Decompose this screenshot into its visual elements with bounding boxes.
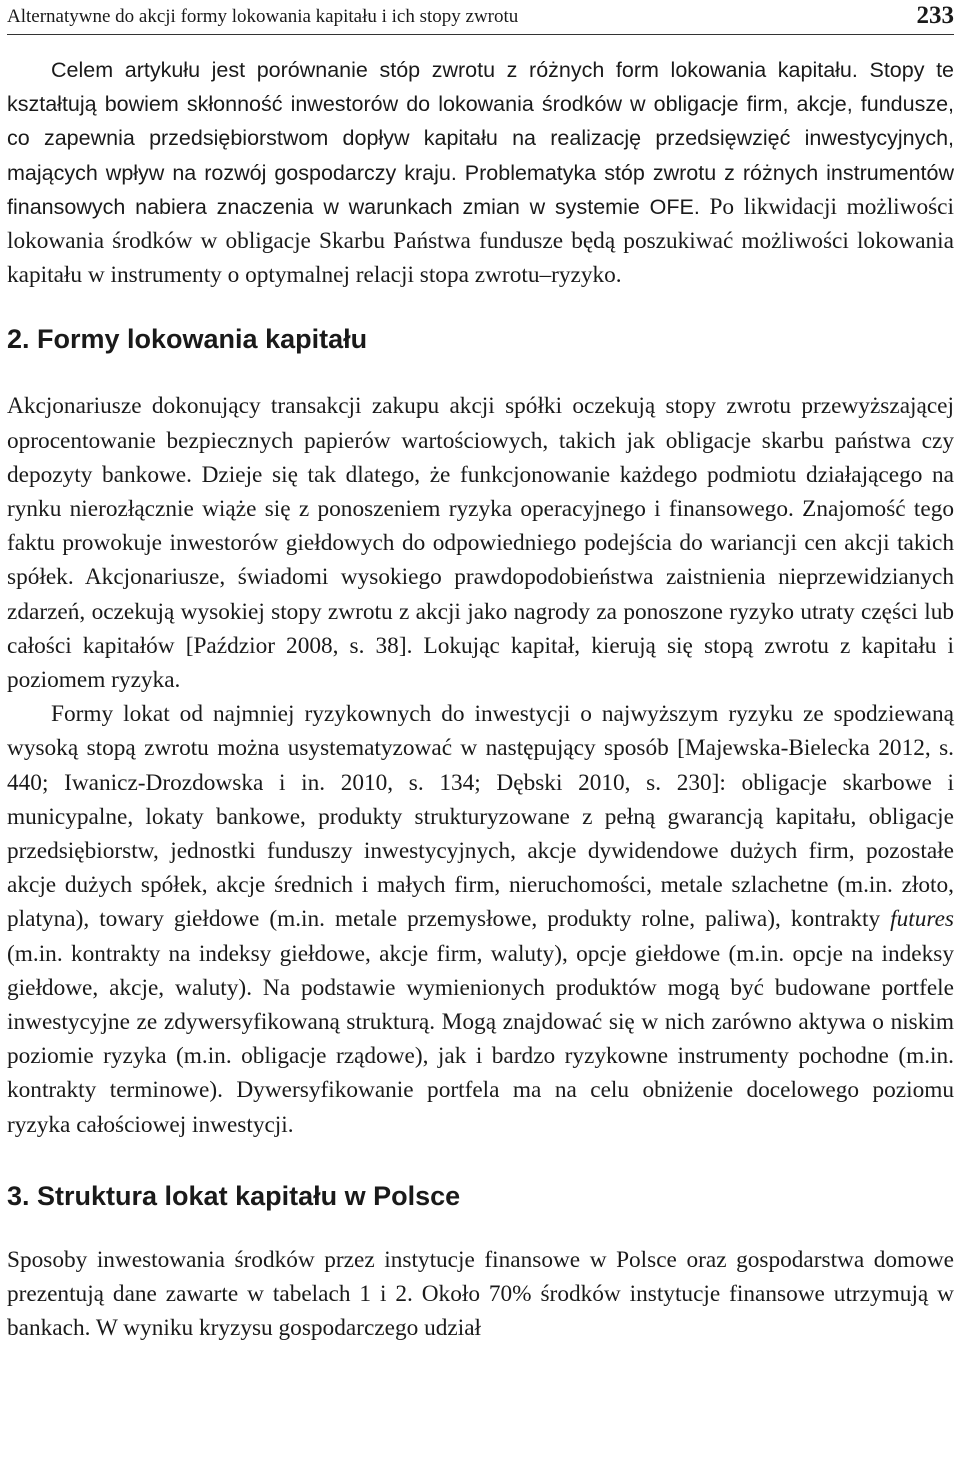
section2-paragraph-2 xyxy=(7,697,954,1142)
section2-p2-text-b: (m.in. kontrakty na indeksy giełdowe, akcje firm, waluty), opcje giełdowe (m.in. opcje na indeksy giełdowe, akcje, waluty). Na podstawie wymienionych produktów mogą być budowane portfele inwestycyjne ze zdywersyfikowaną strukturą. Mogą znajdować się w nich zarówno aktywa o niskim poziomie ryzyka (m.in. obligacje rządowe), jak i bardzo ryzykowne instrumenty pochodne (m.in. kontrakty terminowe). Dywersyfikowanie portfela ma na celu obniżenie docelowego poziomu ryzyka całościowej inwestycji. xyxy=(7,940,954,1138)
running-title: Alternatywne do akcji formy lokowania kapitału i ich stopy zwrotu xyxy=(7,6,519,27)
intro-text-serif: Po likwidacji możliwości lokowania środków w obligacje Skarbu Państwa fundusze będą poszukiwać możliwości lokowania kapitału w instrumenty o optymalnej relacji stopa zwrotu–ryzyko. xyxy=(7,193,954,289)
section-heading-forms: 2. Formy lokowania kapitału xyxy=(7,324,368,355)
article-body xyxy=(7,53,954,1346)
section2-paragraph-1: Akcjonariusze dokonujący transakcji zakupu akcji spółki oczekują stopy zwrotu przewyższającej oprocentowanie bezpiecznych papierów wartościowych, takich jak obligacje skarbu państwa czy depozyty bankowe. Dzieje się tak dlatego, że funkcjonowanie każdego podmiotu działającego na rynku nierozłącznie wiąże się z ponoszeniem ryzyka operacyjnego i finansowego. Znajomość tego faktu prowokuje inwestorów giełdowych do odpowiedniego podejścia do wariancji cen akcji takich spółek. Akcjonariusze, świadomi wysokiego prawdopodobieństwa zaistnienia nieprzewidzianych zdarzeń, oczekują wysokiej stopy zwrotu z akcji jako nagrody za ponoszone ryzyko utraty części lub całości kapitałów [Paździor 2008, s. 38]. Lokując kapitał, kierują się stopą zwrotu z kapitału i poziomem ryzyka. xyxy=(7,393,954,694)
intro-paragraph xyxy=(7,53,954,292)
futures-term: futures xyxy=(890,906,954,933)
running-header xyxy=(7,4,954,35)
section3-paragraph-1: Sposoby inwestowania środków przez instytucje finansowe w Polsce oraz gospodarstwa domowe prezentują dane zawarte w tabelach 1 i 2. Około 70% środków instytucje finansowe utrzymują w bankach. W wyniku kryzysu gospodarczego udział xyxy=(7,1246,954,1342)
intro-text-sans: Celem artykułu jest porównanie stóp zwrotu z różnych form lokowania kapitału. Stopy te kształtują bowiem skłonność inwestorów do lokowania środków w obligacje firm, akcje, fundusze, co zapewnia przedsiębiorstwom dopływ kapitału na realizację przedsięwzięć inwestycyjnych, mających wpływ na rozwój gospodarczy kraju. Problematyka stóp zwrotu z różnych instrumentów finansowych nabiera znaczenia w warunkach zmian w systemie OFE. xyxy=(7,58,954,219)
section-heading-structure: 3. Struktura lokat kapitału w Polsce xyxy=(7,1180,461,1211)
page-number: 233 xyxy=(916,2,954,29)
section2-p2-text-a: Formy lokat od najmniej ryzykownych do inwestycji o najwyższym ryzyku ze spodziewaną wysoką stopą zwrotu można usystematyzować w następujący sposób [Majewska-Bielecka 2012, s. 440; Iwanicz-Drozdowska i in. 2010, s. 134; Dębski 2010, s. 230]: obligacje skarbowe i municypalne, lokaty bankowe, produkty strukturyzowane z pełną gwarancją kapitału, obligacje przedsiębiorstw, jednostki funduszy inwestycyjnych, akcje dywidendowe dużych firm, pozostałe akcje dużych spółek, akcje średnich i małych firm, nieruchomości, metale szlachetne (m.in. złoto, platyna), towary giełdowe (m.in. metale przemysłowe, produkty rolne, paliwa), kontrakty xyxy=(7,701,954,933)
